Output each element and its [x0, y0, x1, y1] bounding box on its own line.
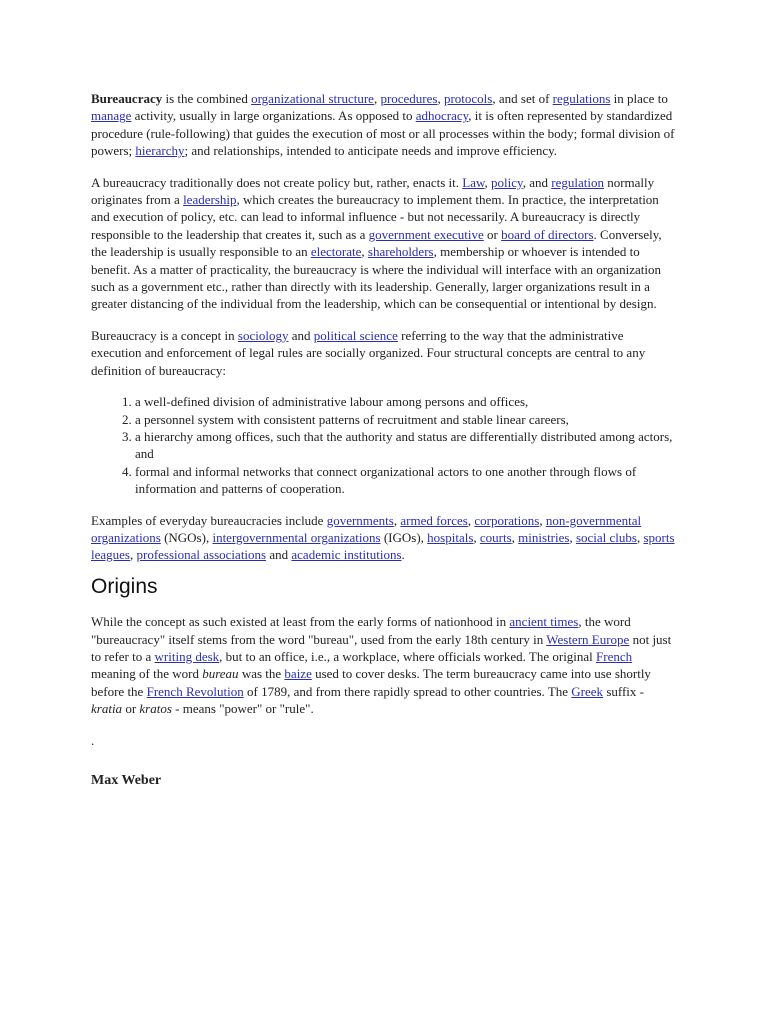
text: . Conversely, the leadership is usually responsible to an [91, 226, 662, 260]
link-armed-forces[interactable]: armed forces [400, 512, 468, 528]
text: , which creates the bureaucracy to implement them. In practice, the interpretation and execution of policy, etc. can lead to informal influence - but not necessarily. A bureaucracy is directly responsible to the leadership that creates it, such as a [91, 192, 659, 242]
text: , [467, 512, 475, 528]
text: used to cover desks. The term bureaucracy came into use shortly before the [91, 666, 651, 699]
link-protocols[interactable]: protocols [443, 91, 493, 106]
link-policy[interactable]: policy [491, 174, 523, 190]
link-sociology[interactable]: sociology [237, 327, 289, 343]
text: and [288, 327, 314, 343]
link-electorate[interactable]: electorate [310, 244, 362, 260]
text: , but to an office, i.e., a workplace, where officials worked. The original [219, 648, 597, 664]
paragraph-concept [91, 327, 677, 379]
structural-concepts-list [91, 393, 677, 497]
text: (IGOs), [380, 529, 428, 545]
link-writing-desk[interactable]: writing desk [154, 648, 220, 664]
link-french[interactable]: French [596, 648, 633, 664]
text: - means "power" or "rule". [171, 701, 314, 717]
text: , [636, 529, 644, 545]
link-organizational-structure[interactable]: organizational structure [251, 91, 374, 106]
heading-max-weber: Max Weber [91, 772, 162, 788]
link-board-of-directors[interactable]: board of directors [501, 226, 594, 242]
text: ; and relationships, intended to anticipate needs and improve efficiency. [184, 143, 558, 159]
text: suffix - [603, 683, 644, 699]
link-french-revolution[interactable]: French Revolution [146, 683, 244, 699]
text: of 1789, and from there rapidly spread to other countries. The [243, 683, 572, 699]
text: , [393, 512, 401, 528]
italic-term: kratia [91, 701, 123, 717]
text: , [569, 529, 576, 545]
list-item: 3. a hierarchy among offices, such that the authority and status are differentially distributed among actors, and [135, 428, 677, 463]
link-governments[interactable]: governments [326, 512, 394, 528]
link-shareholders[interactable]: shareholders [367, 244, 434, 260]
link-western-europe[interactable]: Western Europe [546, 631, 630, 647]
link-manage[interactable]: manage [91, 108, 132, 124]
link-non-governmental-organizations[interactable]: non-governmental organizations [91, 512, 642, 545]
list-item: 4. formal and informal networks that connect organizational actors to one another through flows of information and patterns of cooperation. [135, 463, 677, 498]
text: meaning of the word [91, 666, 203, 682]
text: Examples of everyday bureaucracies include [91, 512, 327, 528]
link-regulation[interactable]: regulation [551, 174, 604, 190]
text: or [122, 701, 140, 717]
text: (NGOs), [160, 529, 213, 545]
text: A bureaucracy traditionally does not create policy but, rather, enacts it. [91, 174, 463, 190]
text: not just to refer to a [91, 631, 672, 664]
text: , [129, 547, 137, 563]
heading-origins: Origins [91, 574, 158, 598]
text: , and [522, 174, 552, 190]
link-corporations[interactable]: corporations [474, 512, 540, 528]
link-professional-associations[interactable]: professional associations [136, 547, 267, 563]
text: , membership or whoever is intended to benefit. As a matter of practicality, the bureaucracy is where the individual will interface with an organization such as a government etc., rather than directly with its leadership. Generally, larger organizations result in a greater distancing of the individual from the leadership, which can be consequential or intentional by design. [91, 244, 661, 312]
text: or [483, 226, 502, 242]
link-hospitals[interactable]: hospitals [427, 529, 474, 545]
link-intergovernmental-organizations[interactable]: intergovernmental organizations [212, 529, 381, 545]
text: is the combined [162, 91, 252, 106]
text: Bureaucracy is a concept in [91, 327, 238, 343]
paragraph-policy [91, 174, 677, 313]
link-academic-institutions[interactable]: academic institutions [291, 547, 402, 563]
paragraph-origins [91, 613, 677, 717]
term-bureaucracy: Bureaucracy [91, 91, 163, 106]
stray-dot: . [91, 732, 95, 748]
link-political-science[interactable]: political science [313, 327, 398, 343]
text: , it is often represented by standardized procedure (rule-following) that guides the execution of most or all processes within the body; formal division of powers; [91, 108, 675, 159]
text: , [361, 244, 368, 260]
text: and [266, 547, 292, 563]
text: normally originates from a [91, 174, 655, 208]
text: , and set of [492, 91, 553, 106]
text: , [539, 512, 546, 528]
text: , [473, 529, 480, 545]
text: , [437, 91, 444, 106]
italic-term: bureau [202, 666, 239, 682]
link-courts[interactable]: courts [479, 529, 512, 545]
text: was the [238, 666, 285, 682]
text: . [401, 547, 405, 563]
link-law[interactable]: Law [462, 174, 485, 190]
link-ancient-times[interactable]: ancient times [509, 614, 579, 630]
italic-term: kratos [139, 701, 172, 717]
text: , the word "bureaucracy" itself stems from the word "bureau", used from the early 18th century in [91, 614, 631, 647]
text: , [484, 174, 492, 190]
link-adhocracy[interactable]: adhocracy [415, 108, 469, 124]
link-government-executive[interactable]: government executive [368, 226, 484, 242]
paragraph-intro [91, 90, 677, 160]
paragraph-examples [91, 512, 677, 564]
link-social-clubs[interactable]: social clubs [575, 529, 637, 545]
list-item: 2. a personnel system with consistent patterns of recruitment and stable linear careers, [135, 411, 677, 428]
link-baize[interactable]: baize [284, 666, 312, 682]
link-greek[interactable]: Greek [571, 683, 604, 699]
article-body [91, 90, 677, 789]
list-item: 1. a well-defined division of administrative labour among persons and offices, [135, 393, 677, 410]
link-sports-leagues[interactable]: sports leagues [91, 529, 675, 563]
text: referring to the way that the administrative execution and enforcement of legal rules are socially organized. Four structural concepts are central to any definition of bureaucracy: [91, 327, 646, 378]
link-ministries[interactable]: ministries [518, 529, 570, 545]
link-procedures[interactable]: procedures [380, 91, 438, 106]
text: While the concept as such existed at least from the early forms of nationhood in [91, 614, 510, 630]
link-hierarchy[interactable]: hierarchy [135, 143, 185, 159]
text: in place to [610, 91, 668, 106]
text: , [373, 91, 381, 106]
link-regulations[interactable]: regulations [552, 91, 611, 106]
text: activity, usually in large organizations. As opposed to [131, 108, 416, 124]
text: , [511, 529, 519, 545]
link-leadership[interactable]: leadership [183, 192, 237, 208]
